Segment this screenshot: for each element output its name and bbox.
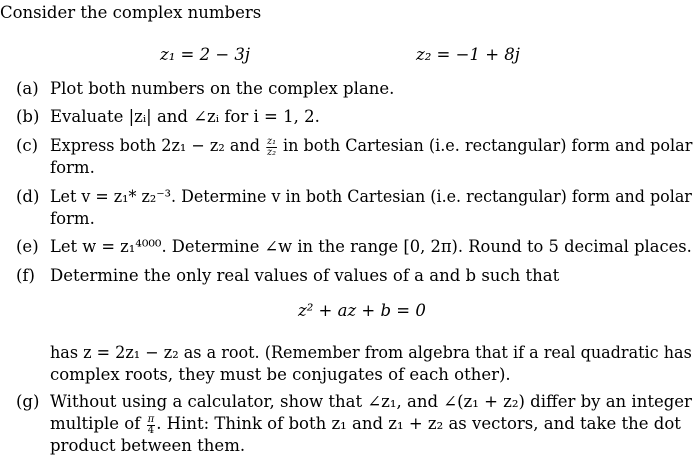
item-c-label: (c) (16, 136, 39, 155)
item-b-text: Evaluate |zᵢ| and ∠zᵢ for i = 1, 2. (50, 107, 320, 126)
item-g-line3: product between them. (50, 436, 246, 455)
item-c-line2: form. (50, 158, 95, 177)
fraction-z1-over-z2 (266, 137, 277, 158)
item-e-label: (e) (16, 237, 39, 256)
item-g-line1: Without using a calculator, show that ∠z₁, and ∠(z₁ + z₂) differ by an integer (50, 392, 692, 411)
item-d-line2: form. (50, 209, 95, 228)
item-f-label: (f) (16, 266, 35, 285)
item-f-line3: complex roots, they must be conjugates of each other). (50, 365, 511, 384)
equation-z2: z₂ = −1 + 8j (416, 45, 520, 64)
item-c-text-post: in both Cartesian (i.e. rectangular) form and polar (283, 136, 693, 155)
item-c-line1 (50, 135, 692, 158)
problem-intro: Consider the complex numbers (0, 3, 262, 22)
item-f-line2: has z = 2z₁ − z₂ as a root. (Remember from algebra that if a real quadratic has (50, 343, 692, 362)
fraction-denominator: 4 (147, 425, 155, 436)
fraction-numerator: π (147, 414, 155, 425)
fraction-numerator: z₁ (266, 136, 276, 147)
equation-z1: z₁ = 2 − 3j (160, 45, 251, 64)
item-c-text-pre: Express both 2z₁ − z₂ and (50, 136, 260, 155)
fraction-pi-over-4 (147, 415, 156, 436)
item-f-equation: z² + az + b = 0 (298, 301, 426, 320)
fraction-denominator: z₂ (266, 147, 276, 158)
item-a-label: (a) (16, 79, 39, 98)
item-d-line1: Let v = z₁* z₂⁻³. Determine v in both Cartesian (i.e. rectangular) form and polar (50, 187, 692, 206)
item-e-text: Let w = z₁⁴⁰⁰⁰. Determine ∠w in the range [0, 2π). Round to 5 decimal places. (50, 237, 692, 256)
item-d-label: (d) (16, 187, 40, 206)
item-a-text: Plot both numbers on the complex plane. (50, 79, 395, 98)
item-g-text-pre: multiple of (50, 414, 141, 433)
item-f-line1: Determine the only real values of values of a and b such that (50, 266, 560, 285)
item-g-text-post: . Hint: Think of both z₁ and z₁ + z₂ as vectors, and take the dot (156, 414, 681, 433)
item-b-label: (b) (16, 107, 40, 126)
item-g-line2 (50, 413, 681, 436)
item-g-label: (g) (16, 392, 40, 411)
